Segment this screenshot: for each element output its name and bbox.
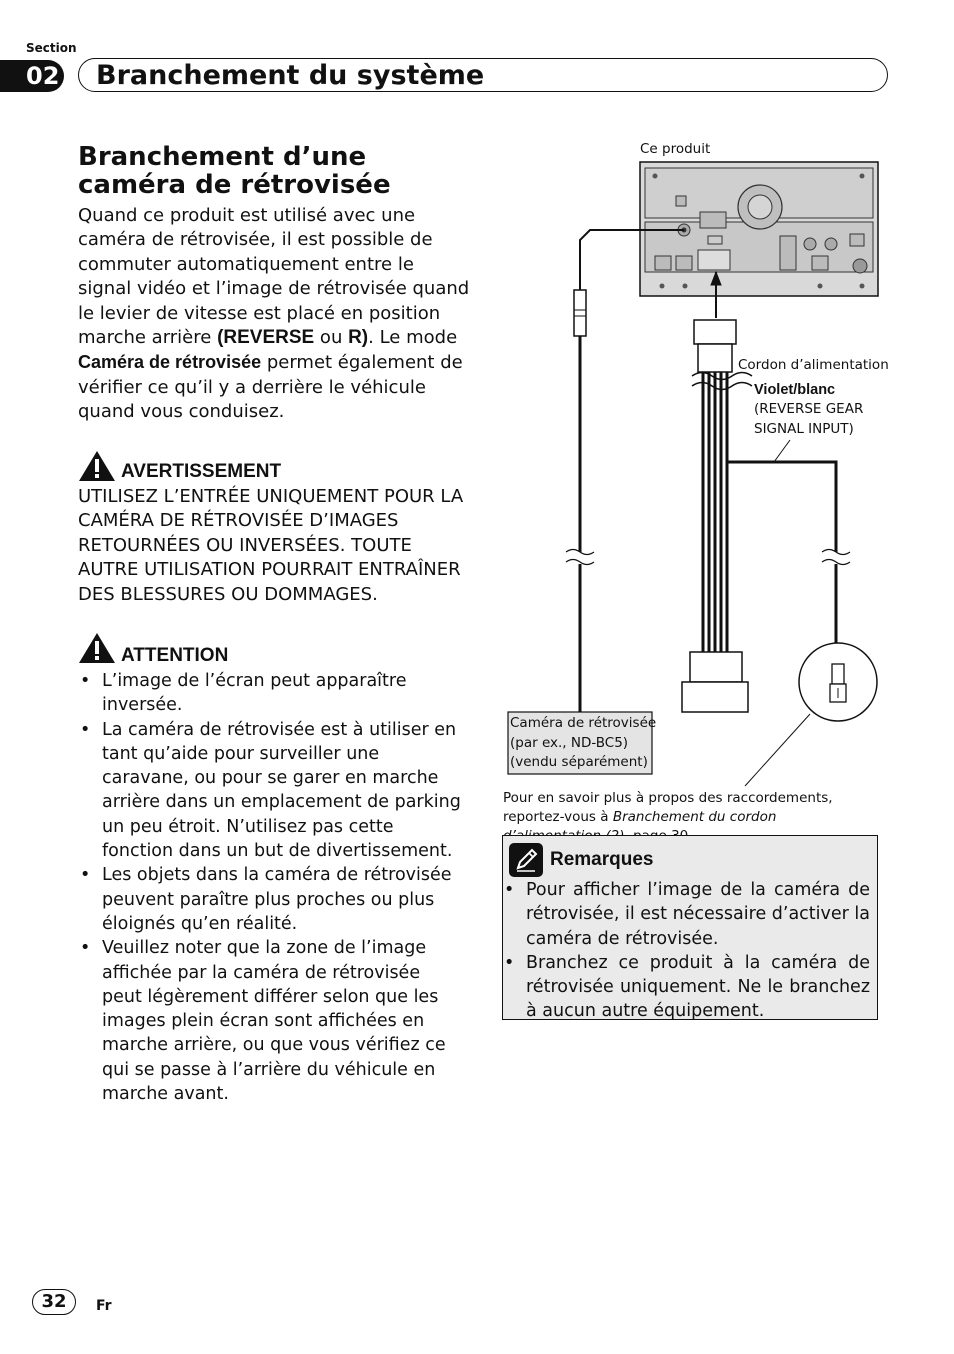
- camera-cable: [566, 230, 684, 712]
- list-item: • Pour afficher l’image de la caméra de rétrovisée, il est nécessaire d’activer la caméra de rétrovisée.: [502, 878, 870, 951]
- list-item: • Branchez ce produit à la caméra de rétrovisée uniquement. Ne le branchez à aucun autre équipement.: [502, 951, 870, 1024]
- wire-color-label: Violet/blanc: [754, 382, 836, 398]
- list-item: • L’image de l’écran peut apparaître inversée.: [78, 669, 464, 718]
- remarques-list: [502, 878, 870, 1024]
- page-title: Branchement d’une caméra de rétrovisée: [78, 142, 391, 200]
- intro-or: ou: [314, 327, 349, 349]
- power-cord-label: Cordon d’alimentation: [738, 357, 889, 373]
- caption-reference: Branchement du cordon: [612, 809, 777, 825]
- attention-title: ATTENTION: [121, 645, 229, 666]
- list-item: • Veuillez noter que la zone de l’image affichée par la caméra de rétrovisée peut légèrement différer selon que les images plein écran sont affichées en marche arrière, ou que vous vérifiez ce qui se passe à l’arrière du véhicule en marche avant.: [78, 936, 464, 1106]
- list-item: • Les objets dans la caméra de rétrovisée peuvent paraître plus proches ou plus éloignés qu’en réalité.: [78, 863, 464, 936]
- power-cord: [682, 272, 877, 786]
- wire-signal-label-2: SIGNAL INPUT): [754, 421, 854, 437]
- section-label: Section: [26, 41, 77, 55]
- product-label: Ce produit: [640, 141, 711, 157]
- remarques-title: Remarques: [550, 849, 654, 870]
- list-item: • La caméra de rétrovisée est à utiliser en tant qu’aide pour surveiller une caravane, ou pour se garer en marche arrière dans un emplacement de parking un peu étroit. N’utilisez pas cette fonction dans un but de divertissement.: [78, 718, 464, 864]
- intro-text-3: permet également de vérifier ce qu’il y a derrière le véhicule quand vous conduisez.: [78, 352, 463, 423]
- page-number: 32: [32, 1289, 76, 1315]
- r-label: R): [348, 327, 369, 349]
- pencil-icon: [509, 843, 543, 877]
- camera-label-2: (par ex., ND-BC5): [510, 735, 629, 751]
- language-code: Fr: [96, 1298, 112, 1314]
- warning-title: AVERTISSEMENT: [121, 461, 282, 482]
- camera-label-3: (vendu séparément): [510, 754, 648, 770]
- mode-label: Caméra de rétrovisée: [78, 352, 262, 373]
- caption-text-1: Pour en savoir plus à propos des raccordements, reportez-vous à: [503, 790, 833, 825]
- camera-label-1: Caméra de rétrovisée: [510, 715, 657, 731]
- section-title: Branchement du système: [96, 60, 485, 91]
- wire-signal-label-1: (REVERSE GEAR: [754, 401, 864, 417]
- section-number: 02: [0, 60, 64, 92]
- warning-text: UTILISEZ L’ENTRÉE UNIQUEMENT POUR LA CAMÉRA DE RÉTROVISÉE D’IMAGES RETOURNÉES OU INVERSÉES. TOUTE AUTRE UTILISATION POURRAIT ENTRAÎNER DES BLESSURES OU DOMMAGES.: [78, 486, 464, 605]
- intro-text-2: . Le mode: [368, 327, 458, 349]
- intro-text-1: Quand ce produit est utilisé avec une caméra de rétrovisée, il est possible de commuter automatiquement entre le signal vidéo et l’image de rétrovisée quand le levier de vitesse est placé en position marche arrière: [78, 205, 470, 349]
- reverse-label: (REVERSE: [217, 327, 315, 349]
